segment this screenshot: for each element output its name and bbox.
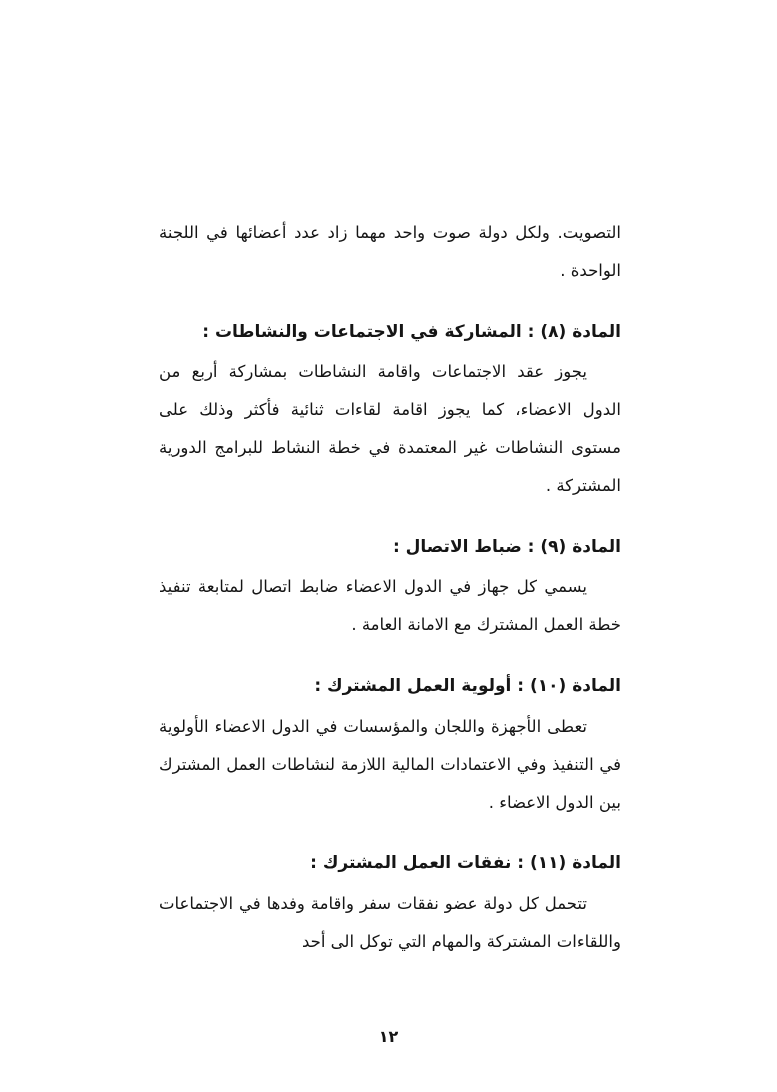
intro-paragraph: التصويت. ولكل دولة صوت واحد مهما زاد عدد أعضائها في اللجنة الواحدة . <box>159 223 621 280</box>
article-8-heading: المادة (٨) : المشاركة في الاجتماعات والنشاطات : <box>202 321 621 342</box>
article-11-body: تتحمل كل دولة عضو نفقات سفر واقامة وفدها في الاجتماعات واللقاءات المشتركة والمهام التي توكل الى أحد <box>159 893 621 951</box>
page-number: ١٢ <box>378 1027 399 1046</box>
article-11-heading: المادة (١١) : نفقات العمل المشترك : <box>310 853 621 874</box>
article-8-body: يجوز عقد الاجتماعات واقامة النشاطات بمشاركة أربع من الدول الاعضاء، كما يجوز اقامة لقاءات ثنائية فأكثر وذلك على مستوى النشاطات غير المعتمدة في خطة النشاط للبرامج الدورية المشتركة . <box>159 362 621 496</box>
page-content <box>159 214 621 961</box>
article-10-body: تعطى الأجهزة واللجان والمؤسسات في الدول الاعضاء الأولوية في التنفيذ وفي الاعتمادات المالية اللازمة لنشاطات العمل المشترك بين الدول الاعضاء . <box>159 716 621 812</box>
article-10-heading: المادة (١٠) : أولوية العمل المشترك : <box>314 676 621 697</box>
article-9-heading: المادة (٩) : ضباط الاتصال : <box>392 537 621 558</box>
article-9-body: يسمي كل جهاز في الدول الاعضاء ضابط اتصال لمتابعة تنفيذ خطة العمل المشترك مع الامانة العامة . <box>159 577 621 635</box>
